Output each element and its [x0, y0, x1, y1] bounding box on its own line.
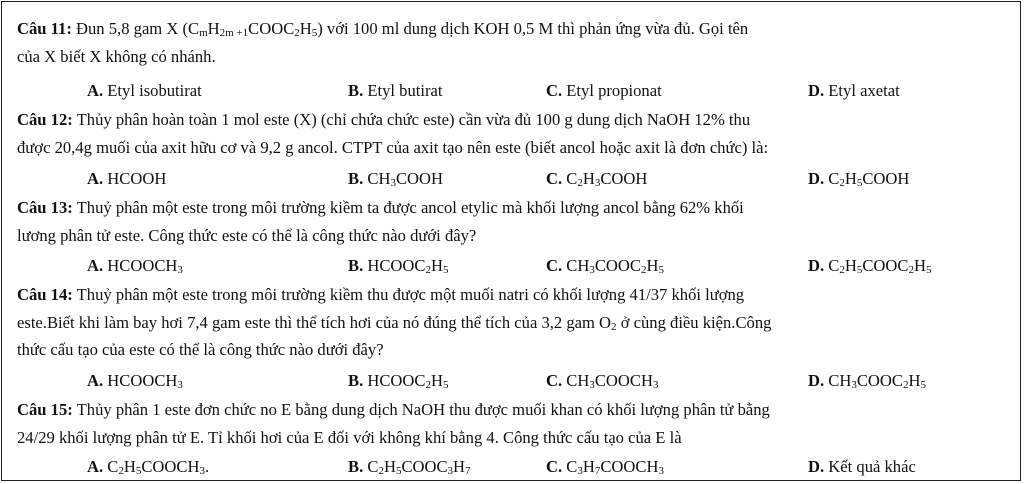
option-a: A. Etyl isobutirat: [87, 81, 202, 100]
question-line: este.Biết khi làm bay hơi 7,4 gam este thì thể tích hơi của nó đúng thể tích của 3,2 gam $O_2$ ở cùng điều kiện.Công: [17, 312, 772, 333]
question-line: Đun 5,8 gam X $(C_mH_{2m +1}COOC_2H_5)$ với 100 ml dung dịch KOH 0,5 M thì phản ứng vừa đủ. Gọi tên: [76, 19, 749, 39]
question-line: của X biết X không có nhánh.: [17, 46, 216, 66]
option-b: B. $C_2H_5COOC_3H_7$: [348, 457, 471, 477]
question-line: Thủy phân hoàn toàn 1 mol este (X) (chỉ chứa chức este) cần vừa đủ 100 g dung dịch NaOH 12% thu: [76, 110, 751, 129]
question-12-stem: [17, 106, 1007, 161]
option-d: D. $C_2H_5COOH$: [808, 169, 910, 189]
option-b: B. $HCOOC_2H_5$: [348, 256, 449, 276]
question-number: Câu 14:: [17, 285, 73, 304]
question-number: Câu 13:: [17, 198, 73, 217]
option-c: C. $CH_3COOCH_3$: [546, 371, 659, 391]
question-15-stem: [17, 396, 1007, 451]
question-line: Thuỷ phân một este trong môi trường kiềm thu được một muối natri có khối lượng 41/37 khối lượng: [76, 285, 745, 304]
option-d: D. Kết quả khác: [808, 457, 916, 476]
option-b: B. $HCOOC_2H_5$: [348, 371, 449, 391]
option-d: D. Etyl axetat: [808, 81, 900, 100]
option-a: A. $HCOOCH_3$: [87, 256, 183, 276]
question-11-options: [0, 77, 1024, 104]
question-line: Thuỷ phân một este trong môi trường kiềm ta được ancol etylic mà khối lượng ancol bằng 62% khối: [76, 198, 744, 217]
option-c: C. $C_2H_3COOH$: [546, 169, 648, 189]
question-line: Thủy phân 1 este đơn chức no E bằng dung dịch NaOH thu được muối khan có khối lượng phân tử bằng: [76, 400, 770, 419]
question-number: Câu 15:: [17, 400, 73, 419]
question-line: lương phân tử este. Công thức este có thể là công thức nào dưới đây?: [17, 225, 477, 245]
option-d: D. $CH_3COOC_2H_5$: [808, 371, 926, 391]
question-line: thức cấu tạo của este có thể là công thức nào dưới đây?: [17, 340, 384, 359]
option-c: C. $CH_3COOC_2H_5$: [546, 256, 664, 276]
option-a: A. HCOOH: [87, 169, 167, 188]
question-number: Câu 12:: [17, 110, 73, 129]
question-line: 24/29 khối lượng phân tử E. Tỉ khối hơi của E đối với không khí bằng 4. Công thức cấu tạo của E là: [17, 427, 682, 447]
question-line: được 20,4g muối của axit hữu cơ và 9,2 g ancol. CTPT của axit tạo nên este (biết ancol hoặc axit là đơn chức) là:: [17, 137, 769, 157]
question-15-options: [0, 453, 1024, 480]
option-b: B. Etyl butirat: [348, 81, 443, 100]
option-c: C. $C_3H_7COOCH_3$: [546, 457, 664, 477]
question-11-stem: [17, 15, 1007, 70]
option-a: A. $HCOOCH_3$: [87, 371, 183, 391]
option-d: D. $C_2H_5COOC_2H_5$: [808, 256, 932, 276]
question-14-stem: [17, 281, 1007, 364]
option-a: A. $C_2H_5COOCH_3$.: [87, 457, 210, 477]
question-12-options: [0, 165, 1024, 192]
question-13-stem: [17, 194, 1007, 249]
question-number: Câu 11:: [17, 19, 72, 38]
question-13-options: [0, 252, 1024, 279]
question-14-options: [0, 367, 1024, 394]
option-c: C. Etyl propionat: [546, 81, 662, 100]
option-b: B. $CH_3COOH$: [348, 169, 443, 189]
